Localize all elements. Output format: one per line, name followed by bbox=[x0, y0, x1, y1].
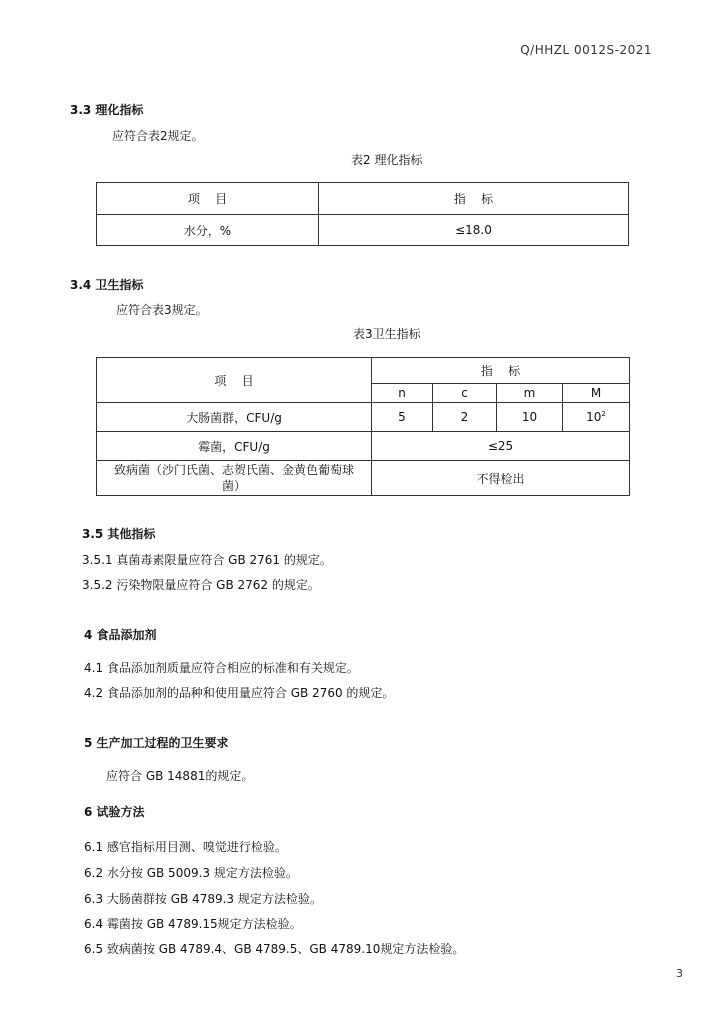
section-heading-3-4: 3.4 卫生指标 bbox=[70, 278, 144, 292]
table-2-header-item: 项 目 bbox=[97, 183, 319, 215]
section-3-3-text: 应符合表2规定。 bbox=[112, 129, 204, 143]
pathogen-item-line2: 菌） bbox=[221, 479, 246, 493]
section-heading-3-5: 3.5 其他指标 bbox=[82, 527, 156, 541]
table-3-subheader-M: M bbox=[563, 384, 630, 403]
table-3-subheader-m: m bbox=[497, 384, 563, 403]
section-heading-3-3: 3.3 理化指标 bbox=[70, 103, 144, 117]
pathogen-item-line1: 致病菌（沙门氏菌、志贺氏菌、金黄色葡萄球 bbox=[113, 463, 354, 477]
M-value-exponent: 2 bbox=[601, 410, 606, 418]
table-3-caption: 表3卫生指标 bbox=[353, 327, 421, 341]
table-3-row-pathogen-item bbox=[97, 461, 372, 496]
table-2 bbox=[96, 182, 629, 246]
section-6-1: 6.1 感官指标用目测、嗅觉进行检验。 bbox=[84, 840, 287, 854]
table-2-header-index: 指 标 bbox=[319, 183, 629, 215]
table-3-row-mold-value: ≤25 bbox=[372, 432, 630, 461]
section-6-2: 6.2 水分按 GB 5009.3 规定方法检验。 bbox=[84, 866, 298, 880]
table-3-subheader-c: c bbox=[433, 384, 497, 403]
table-3-row-coliform-c: 2 bbox=[433, 403, 497, 432]
table-3-row-coliform-n: 5 bbox=[372, 403, 433, 432]
table-3 bbox=[96, 357, 630, 496]
page-number: 3 bbox=[676, 967, 683, 980]
section-6-4: 6.4 霉菌按 GB 4789.15规定方法检验。 bbox=[84, 917, 302, 931]
section-3-5-1: 3.5.1 真菌毒素限量应符合 GB 2761 的规定。 bbox=[82, 553, 332, 567]
table-2-cell-item: 水分，% bbox=[97, 215, 319, 246]
standard-number: Q/HHZL 0012S-2021 bbox=[520, 43, 652, 57]
section-6-3: 6.3 大肠菌群按 GB 4789.3 规定方法检验。 bbox=[84, 892, 322, 906]
section-6-5: 6.5 致病菌按 GB 4789.4、GB 4789.5、GB 4789.10规定方法检验。 bbox=[84, 942, 465, 956]
table-3-row-coliform-item: 大肠菌群，CFU/g bbox=[97, 403, 372, 432]
section-4-1: 4.1 食品添加剂质量应符合相应的标准和有关规定。 bbox=[84, 661, 359, 675]
section-3-5-2: 3.5.2 污染物限量应符合 GB 2762 的规定。 bbox=[82, 578, 320, 592]
M-value-base: 10 bbox=[586, 410, 602, 424]
section-3-4-text: 应符合表3规定。 bbox=[116, 303, 208, 317]
table-3-row-pathogen-value: 不得检出 bbox=[372, 461, 630, 496]
section-4-2: 4.2 食品添加剂的品种和使用量应符合 GB 2760 的规定。 bbox=[84, 686, 395, 700]
section-heading-4: 4 食品添加剂 bbox=[84, 628, 157, 642]
section-heading-6: 6 试验方法 bbox=[84, 805, 145, 819]
table-3-header-index: 指 标 bbox=[372, 358, 630, 384]
table-2-caption: 表2 理化指标 bbox=[351, 153, 423, 167]
section-heading-5: 5 生产加工过程的卫生要求 bbox=[84, 736, 229, 750]
table-3-row-mold-item: 霉菌，CFU/g bbox=[97, 432, 372, 461]
table-3-subheader-n: n bbox=[372, 384, 433, 403]
table-3-row-coliform-m: 10 bbox=[497, 403, 563, 432]
table-3-row-coliform-M bbox=[563, 403, 630, 432]
section-5-text: 应符合 GB 14881的规定。 bbox=[106, 769, 254, 783]
table-3-header-item: 项 目 bbox=[97, 358, 372, 403]
table-2-cell-value: ≤18.0 bbox=[319, 215, 629, 246]
